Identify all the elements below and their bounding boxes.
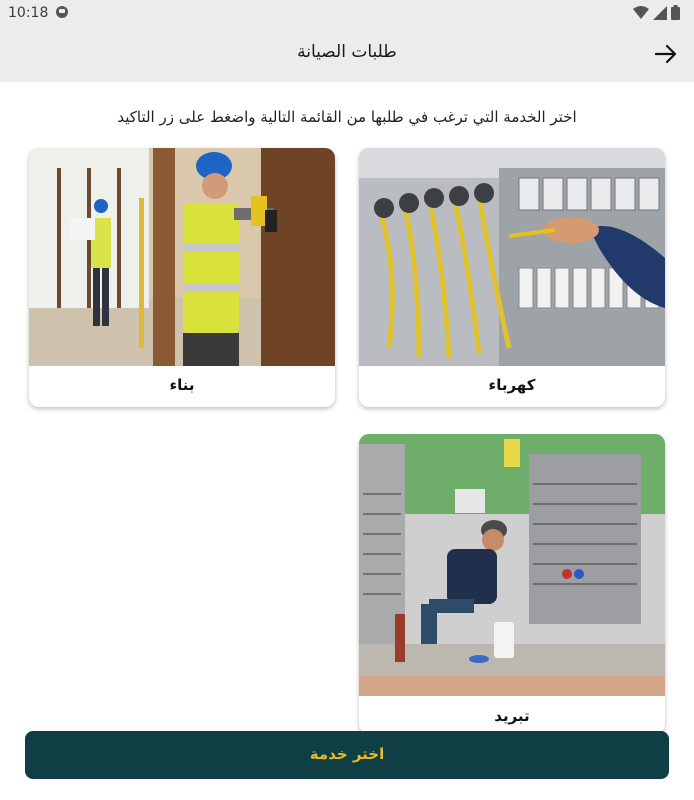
construction-workers-photo <box>29 148 335 366</box>
status-time: 10:18 <box>8 5 49 21</box>
status-icons <box>633 5 680 20</box>
instruction-text: اختر الخدمة التي ترغب في طلبها من القائمة التالية واضغط على زر التاكيد <box>117 108 577 126</box>
electrical-panel-photo <box>359 148 665 366</box>
app-notification-icon <box>55 5 69 19</box>
page-title: طلبات الصيانة <box>297 42 397 62</box>
service-label: بناء <box>169 376 195 394</box>
signal-icon <box>653 6 667 20</box>
arrow-right-icon[interactable] <box>652 40 680 68</box>
ac-technician-photo <box>359 434 665 696</box>
service-card-construction[interactable] <box>29 148 335 407</box>
service-card-electricity[interactable] <box>359 148 665 407</box>
service-label: كهرباء <box>488 376 536 394</box>
battery-icon <box>671 5 680 20</box>
status-bar <box>0 0 694 26</box>
select-service-button-label: اختر خدمة <box>309 745 385 763</box>
service-label: تبريد <box>494 707 530 725</box>
select-service-button[interactable] <box>25 731 669 779</box>
service-card-cooling[interactable] <box>359 434 665 734</box>
app-bar <box>0 26 694 82</box>
wifi-icon <box>633 6 649 20</box>
